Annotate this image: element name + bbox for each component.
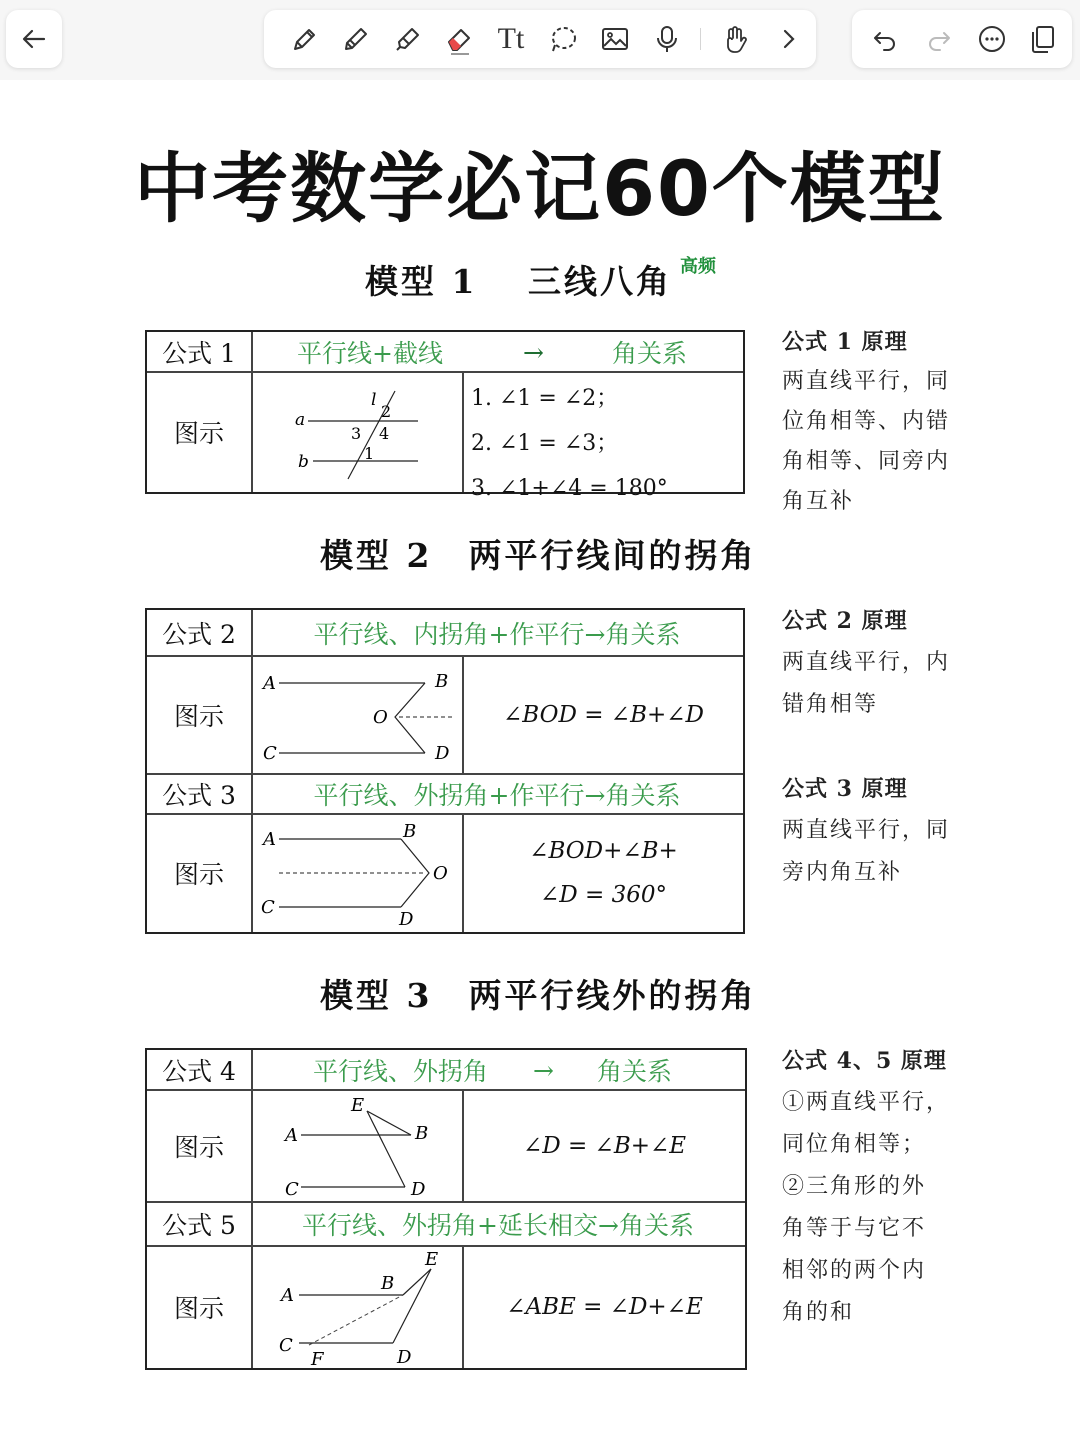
formula1-arrow: → <box>523 337 544 367</box>
undo-icon <box>869 23 901 55</box>
point-c-label: C <box>263 743 277 764</box>
point-a-label: A <box>285 1125 298 1146</box>
eraser-tool-button[interactable] <box>438 18 480 60</box>
extended-turn-diagram <box>253 1247 461 1367</box>
formula3-result <box>464 814 743 932</box>
point-o-label: O <box>373 707 388 728</box>
text-icon: Tt <box>497 22 525 55</box>
lasso-tool-button[interactable] <box>542 18 584 60</box>
formula5-result: ∠ABE = ∠D+∠E <box>506 1294 703 1320</box>
hand-tool-button[interactable] <box>714 18 756 60</box>
point-e-label: E <box>351 1095 365 1116</box>
principle-2 <box>782 600 950 726</box>
point-d-label: D <box>399 909 414 930</box>
principle-4-5-line: 角等于与它不 <box>782 1216 927 1241</box>
point-b-label: B <box>381 1273 395 1294</box>
principle-2-heading: 公式 2 原理 <box>782 608 908 634</box>
microphone-icon <box>651 23 683 55</box>
principle-3-line: 两直线平行，同 <box>782 818 951 843</box>
redo-button[interactable] <box>918 18 960 60</box>
point-d-label: D <box>411 1179 426 1200</box>
diagram5-label: 图示 <box>173 1294 224 1323</box>
more-icon <box>976 23 1008 55</box>
principle-1-line: 角互补 <box>782 489 855 514</box>
undo-button[interactable] <box>864 18 906 60</box>
diagram2-label: 图示 <box>173 702 224 731</box>
point-c-label: C <box>279 1335 293 1356</box>
principle-1-line: 角相等、同旁内 <box>782 449 951 474</box>
point-b-label: B <box>435 671 449 692</box>
point-d-label: D <box>435 743 450 764</box>
angle-3-label: 3 <box>351 424 362 443</box>
pencil-icon <box>339 23 371 55</box>
divider <box>462 372 464 492</box>
formula1-results <box>471 376 668 511</box>
pen-icon <box>287 23 319 55</box>
formula3-result-line1: ∠BOD+∠B+ <box>529 838 678 864</box>
principle-3-line: 旁内角互补 <box>782 860 903 885</box>
principle-4-5-line: 相邻的两个内 <box>782 1258 927 1283</box>
highlighter-icon <box>391 23 423 55</box>
line-l-label: l <box>371 390 377 410</box>
back-button-box <box>6 10 62 68</box>
redo-icon <box>923 23 955 55</box>
result-1: 1. ∠1 = ∠2； <box>471 386 619 411</box>
angle-2-label: 2 <box>381 402 392 421</box>
point-b-label: B <box>415 1123 429 1144</box>
angle-1-label: 1 <box>364 444 375 463</box>
formula5-label: 公式 5 <box>162 1211 236 1240</box>
page-title: 中考数学必记60个模型 <box>134 144 946 233</box>
model1-title: 模型 1 三线八角 <box>365 262 672 301</box>
actions-box <box>852 10 1072 68</box>
result-2: 2. ∠1 = ∠3； <box>471 431 619 456</box>
formula4-label: 公式 4 <box>162 1057 236 1086</box>
diagram3-label: 图示 <box>173 860 224 889</box>
principle-1-line: 位角相等、内错 <box>782 409 951 434</box>
principle-4-5-line: 角的和 <box>782 1300 855 1325</box>
point-o-label: O <box>433 863 448 884</box>
highlighter-tool-button[interactable] <box>386 18 428 60</box>
point-d-label: D <box>397 1347 412 1367</box>
chevron-right-icon <box>773 23 805 55</box>
image-icon <box>599 23 631 55</box>
inner-turn-diagram <box>253 657 461 773</box>
pages-button[interactable] <box>1022 18 1064 60</box>
formula1-text-right: 角关系 <box>612 339 688 368</box>
principle-4-5-line: ①两直线平行， <box>782 1090 951 1115</box>
frequency-badge: 高频 <box>680 256 716 277</box>
point-a-label: A <box>263 673 276 694</box>
point-c-label: C <box>285 1179 299 1200</box>
formula2-text: 平行线、内拐角+作平行→角关系 <box>313 620 681 649</box>
hand-icon <box>719 23 751 55</box>
point-e-label: E <box>425 1249 439 1270</box>
formula3-result-line2: ∠D = 360° <box>539 882 667 908</box>
formula2-label: 公式 2 <box>162 620 236 649</box>
principle-1 <box>782 322 950 522</box>
more-tools-button[interactable] <box>768 18 810 60</box>
arrow-left-icon <box>18 23 50 55</box>
toolbar-separator <box>700 28 701 50</box>
diagram1-label: 图示 <box>173 419 224 448</box>
principle-2-line: 两直线平行，内 <box>782 650 951 675</box>
formula3-label: 公式 3 <box>162 781 236 810</box>
principle-3 <box>782 768 950 894</box>
transversal-diagram <box>253 373 461 491</box>
principle-4-5-heading: 公式 4、5 原理 <box>782 1048 947 1074</box>
point-b-label: B <box>403 821 417 842</box>
point-a-label: A <box>263 829 276 850</box>
principle-4-5-line: ②三角形的外 <box>782 1174 927 1199</box>
more-options-button[interactable] <box>971 18 1013 60</box>
pencil-tool-button[interactable] <box>334 18 376 60</box>
principle-4-5 <box>782 1040 950 1334</box>
point-f-label: F <box>311 1349 324 1367</box>
model3-title: 模型 3 两平行线外的拐角 <box>320 976 757 1015</box>
formula3-text: 平行线、外拐角+作平行→角关系 <box>313 781 681 810</box>
formula5-text: 平行线、外拐角+延长相交→角关系 <box>302 1211 694 1240</box>
lasso-icon <box>547 23 579 55</box>
pen-tool-button[interactable] <box>282 18 324 60</box>
model2-title: 模型 2 两平行线间的拐角 <box>320 536 757 575</box>
principle-4-5-line: 同位角相等； <box>782 1132 927 1157</box>
tools-palette <box>264 10 816 68</box>
model2-table <box>145 608 745 934</box>
diagram4-label: 图示 <box>173 1133 224 1162</box>
angle-4-label: 4 <box>379 424 390 443</box>
text-tool-button[interactable] <box>490 18 532 60</box>
line-b-label: b <box>298 452 309 472</box>
microphone-tool-button[interactable] <box>646 18 688 60</box>
principle-1-line: 两直线平行，同 <box>782 369 951 394</box>
eraser-icon <box>443 23 475 55</box>
formula4-text-left: 平行线、外拐角 <box>313 1057 489 1086</box>
line-a-label: a <box>295 410 306 430</box>
formula4-text-right: 角关系 <box>597 1057 673 1086</box>
principle-3-heading: 公式 3 原理 <box>782 776 908 802</box>
point-c-label: C <box>261 897 275 918</box>
model1-table <box>145 330 745 501</box>
principle-1-heading: 公式 1 原理 <box>782 329 908 355</box>
formula2-result: ∠BOD = ∠B+∠D <box>503 702 704 728</box>
formula4-result: ∠D = ∠B+∠E <box>522 1133 687 1159</box>
result-3: 3. ∠1+∠4 = 180° <box>471 476 668 501</box>
back-button[interactable] <box>13 18 55 60</box>
principle-2-line: 错角相等 <box>782 692 879 717</box>
outside-turn-diagram <box>253 1091 461 1201</box>
top-toolbar <box>0 0 1080 80</box>
formula1-label: 公式 1 <box>162 339 236 368</box>
model3-table <box>145 1048 747 1370</box>
image-tool-button[interactable] <box>594 18 636 60</box>
point-a-label: A <box>281 1285 294 1306</box>
pages-icon <box>1027 23 1059 55</box>
formula1-text-left: 平行线+截线 <box>297 339 443 368</box>
formula4-arrow: → <box>533 1055 554 1085</box>
outer-turn-diagram <box>253 815 461 931</box>
